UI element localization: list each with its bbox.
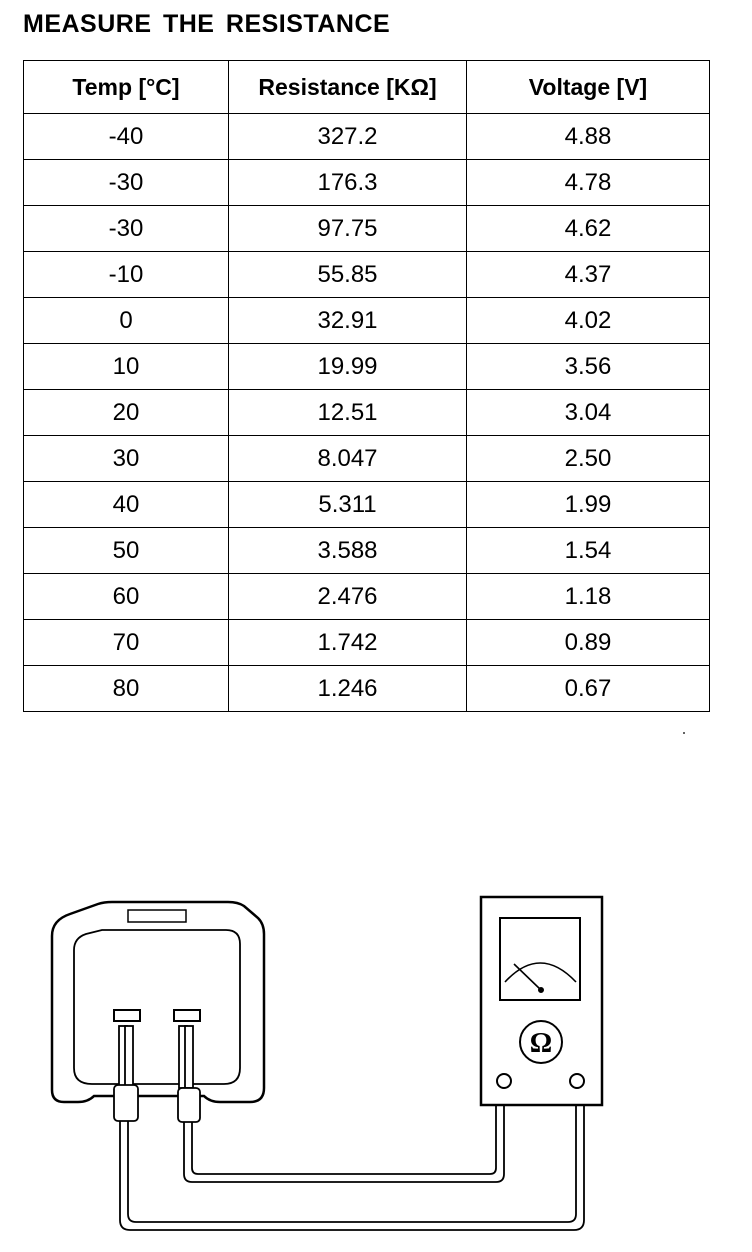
- table-row: [24, 160, 710, 206]
- temp-cell: 20: [24, 390, 229, 436]
- table-row: [24, 666, 710, 712]
- voltage-cell: 4.02: [467, 298, 710, 344]
- resistance-table: [23, 60, 710, 712]
- table-row: [24, 298, 710, 344]
- temp-cell: 50: [24, 528, 229, 574]
- voltage-cell: 4.88: [467, 114, 710, 160]
- resistance-cell: 176.3: [229, 160, 467, 206]
- voltage-cell: 1.54: [467, 528, 710, 574]
- table-row: [24, 344, 710, 390]
- temp-cell: 40: [24, 482, 229, 528]
- voltage-cell: 3.56: [467, 344, 710, 390]
- table-row: [24, 114, 710, 160]
- table-row: [24, 252, 710, 298]
- voltage-cell: 4.78: [467, 160, 710, 206]
- temp-cell: 60: [24, 574, 229, 620]
- voltage-cell: 4.37: [467, 252, 710, 298]
- resistance-cell: 55.85: [229, 252, 467, 298]
- resistance-cell: 19.99: [229, 344, 467, 390]
- probe-leads: [114, 1026, 200, 1122]
- temp-cell: -30: [24, 206, 229, 252]
- temp-cell: -10: [24, 252, 229, 298]
- sensor-connector-icon: [52, 902, 264, 1102]
- resistance-cell: 327.2: [229, 114, 467, 160]
- voltage-cell: 0.67: [467, 666, 710, 712]
- ohm-symbol: Ω: [529, 1028, 553, 1059]
- voltage-cell: 3.04: [467, 390, 710, 436]
- table-body: [24, 114, 710, 712]
- voltage-cell: 4.62: [467, 206, 710, 252]
- resistance-cell: 1.246: [229, 666, 467, 712]
- page-title: MEASURE THE RESISTANCE: [23, 10, 391, 38]
- table-row: [24, 436, 710, 482]
- temp-cell: 0: [24, 298, 229, 344]
- voltage-cell: 1.99: [467, 482, 710, 528]
- voltage-cell: 0.89: [467, 620, 710, 666]
- temp-column-header: Temp [°C]: [24, 61, 229, 114]
- table-row: [24, 390, 710, 436]
- stray-dot: [683, 732, 685, 734]
- table-row: [24, 206, 710, 252]
- table-row: [24, 620, 710, 666]
- resistance-cell: 1.742: [229, 620, 467, 666]
- resistance-cell: 12.51: [229, 390, 467, 436]
- table-row: [24, 574, 710, 620]
- resistance-cell: 5.311: [229, 482, 467, 528]
- voltage-cell: 2.50: [467, 436, 710, 482]
- temp-cell: 10: [24, 344, 229, 390]
- voltage-cell: 1.18: [467, 574, 710, 620]
- temp-cell: -30: [24, 160, 229, 206]
- temp-cell: 80: [24, 666, 229, 712]
- temp-cell: -40: [24, 114, 229, 160]
- temp-cell: 70: [24, 620, 229, 666]
- resistance-cell: 32.91: [229, 298, 467, 344]
- measurement-diagram: [0, 880, 752, 1250]
- voltage-column-header: Voltage [V]: [467, 61, 710, 114]
- resistance-cell: 3.588: [229, 528, 467, 574]
- ohmmeter: [481, 897, 602, 1105]
- table-row: [24, 482, 710, 528]
- resistance-cell: 97.75: [229, 206, 467, 252]
- resistance-cell: 2.476: [229, 574, 467, 620]
- table-row: [24, 528, 710, 574]
- resistance-column-header: Resistance [KΩ]: [229, 61, 467, 114]
- temp-cell: 30: [24, 436, 229, 482]
- resistance-cell: 8.047: [229, 436, 467, 482]
- table-header-row: [24, 61, 710, 114]
